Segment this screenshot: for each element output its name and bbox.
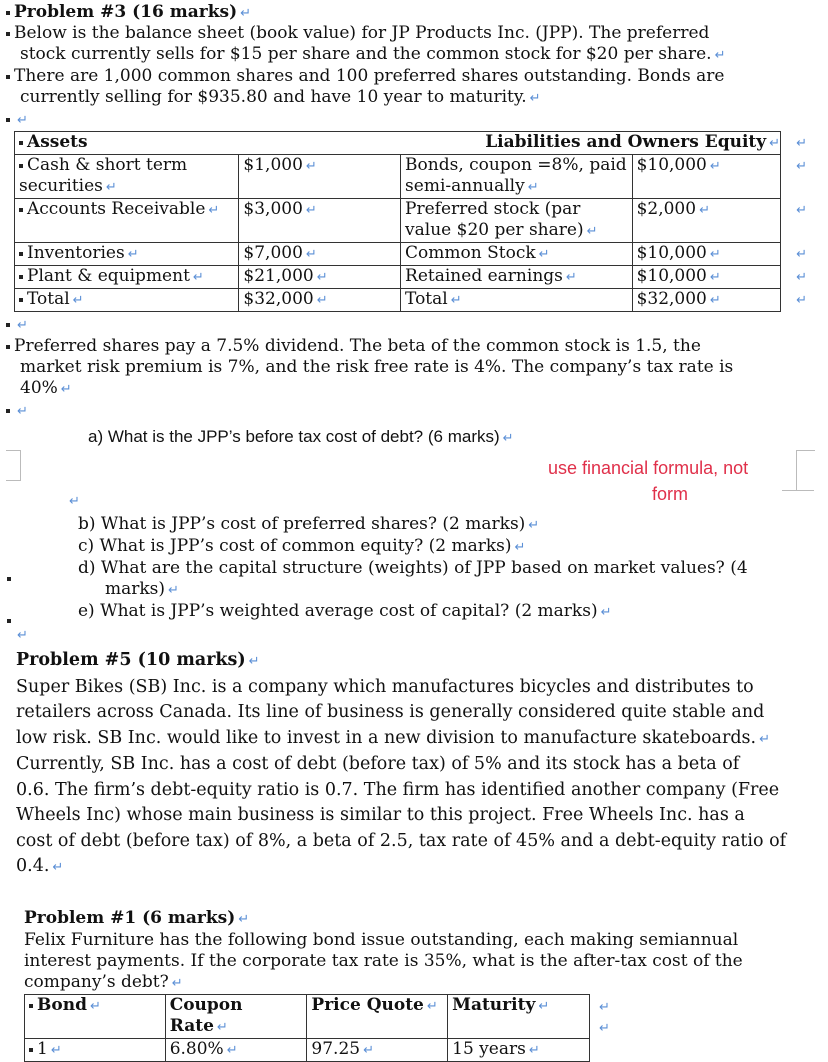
bond-table (24, 994, 590, 1062)
question-d: d) What are the capital structure (weights) of JPP based on market values? (4 (78, 558, 748, 578)
problem5-title: Problem #5 (10 marks) ↵ (16, 650, 260, 670)
question-e: e) What is JPP’s weighted average cost of capital? (2 marks) ↵ (78, 601, 612, 621)
bullet-icon (7, 619, 11, 623)
table-row: Total ↵ $32,000 ↵ Total ↵ $32,000 ↵ ↵ (15, 289, 812, 312)
bullet-icon (7, 577, 11, 581)
question-b: b) What is JPP’s cost of preferred shares? (2 marks) ↵ (78, 514, 540, 534)
problem3-intro: Below is the balance sheet (book value) for JP Products Inc. (JPP). The preferred stock currently sells for $15 per share and the common stock for $20 per share. ↵ There are 1,000 common shares and 100 preferred shares outstanding. Bonds are currently selling for $935.80 and have 10 year to maturity. ↵ ↵ (6, 23, 822, 131)
margin-corner-mark (6, 480, 20, 481)
table-header-row: Assets Liabilities and Owners Equity ↵ ↵ (15, 132, 812, 155)
problem1-title: Problem #1 (6 marks) ↵ (24, 908, 250, 928)
return-mark: ↵ (69, 494, 80, 509)
balance-sheet-table (14, 131, 812, 312)
bullet-icon (6, 11, 10, 15)
question-c: c) What is JPP’s cost of common equity? (2 marks) ↵ (78, 536, 526, 556)
problem3-details: ↵ Preferred shares pay a 7.5% dividend. The beta of the common stock is 1.5, the market risk premium is 7%, and the risk free rate is 4%. The company’s tax rate is 40% ↵ ↵ (6, 314, 822, 422)
table-row: Cash & short term securities ↵ $1,000 ↵ Bonds, coupon =8%, paid semi-annually ↵ $10,000 ↵ ↵ (15, 155, 812, 199)
problem5-section: Problem #5 (10 marks) ↵ Super Bikes (SB) Inc. is a company which manufactures bicycles and distributes to retailers across Canada. Its line of business is generally considered quite stable and low risk. SB Inc. would like to invest in a new division to manufacture skateboards. ↵ Currently, SB Inc. has a cost of debt (before tax) of 5% and its stock has a beta of 0.6. The firm’s debt-equity ratio is 0.7. The firm has identified another company (Free Wheels Inc) whose main business is similar to this project. Free Wheels Inc. has a cost of debt (before tax) of 8%, a beta of 2.5, tax rate of 45% and a debt-equity ratio of 0.4. ↵ (16, 648, 822, 881)
return-mark: ↵ (17, 628, 28, 643)
margin-corner-mark (6, 450, 21, 481)
handwritten-annotation: use financial formula, not form (548, 458, 749, 504)
question-a: a) What is the JPP’s before tax cost of debt? (6 marks) ↵ (88, 427, 514, 446)
problem1-section: Problem #1 (6 marks) ↵ Felix Furniture has the following bond issue outstanding, each making semiannual interest payments. If the corporate tax rate is 35%, what is the after-tax cost of the company’s debt? ↵ (24, 908, 814, 994)
problem3-title: Problem #3 (16 marks) ↵ (6, 2, 251, 24)
table-row: 1 ↵ 6.80% ↵ 97.25 ↵ 15 years ↵ (25, 1039, 590, 1062)
table-row: Accounts Receivable ↵ $3,000 ↵ Preferred stock (par value $20 per share) ↵ $2,000 ↵ ↵ (15, 199, 812, 243)
table-header-row: Bond ↵ Coupon Rate ↵ Price Quote ↵ Maturity ↵ (25, 995, 590, 1039)
table-row: Inventories ↵ $7,000 ↵ Common Stock ↵ $10,000 ↵ ↵ (15, 243, 812, 266)
table-row: Plant & equipment ↵ $21,000 ↵ Retained earnings ↵ $10,000 ↵ ↵ (15, 266, 812, 289)
questions-list: b) What is JPP’s cost of preferred shares? (2 marks) ↵ c) What is JPP’s cost of common equity? (2 marks) ↵ d) What are the capital structure (weights) of JPP based on market values? (4 marks) ↵ e) What is JPP’s weighted average cost of capital? (2 marks) ↵ (78, 514, 818, 623)
